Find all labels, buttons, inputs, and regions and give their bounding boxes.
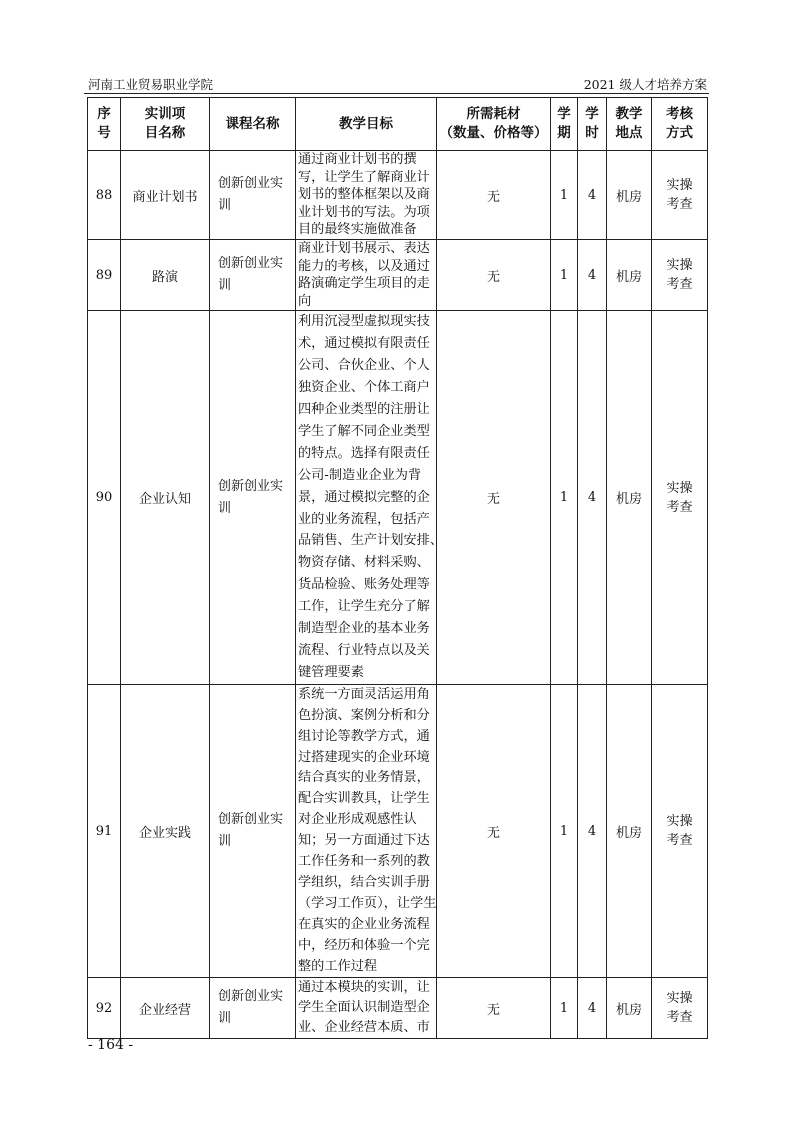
cell-objective-line: 学生全面认识制造型企 (298, 1000, 430, 1016)
cell-objective-line: 通过商业计划书的撰 (298, 152, 417, 167)
cell-location: 机房 (607, 311, 652, 684)
header-objective (296, 98, 437, 151)
cell-hours: 4 (578, 240, 607, 311)
cell-project: 企业认知 (121, 311, 210, 684)
cell-objective (296, 240, 437, 311)
cell-objective-line: 的特点。选择有限责任 (298, 445, 430, 461)
cell-location: 机房 (607, 240, 652, 311)
header-line: 课程名称 (225, 115, 280, 132)
cell-course-line: 训 (218, 500, 232, 516)
header-line: 号 (97, 125, 111, 141)
cell-materials: 无 (437, 311, 551, 684)
cell-objective-line: 写，让学生了解商业计 (298, 169, 430, 185)
cell-objective-line: 公司、合伙企业、个人 (298, 358, 430, 374)
cell-course (210, 311, 296, 684)
cell-course-line: 训 (218, 278, 232, 294)
cell-objective-line: 整的工作过程 (298, 958, 378, 974)
cell-objective-line: 业、企业经营本质、市 (298, 1020, 430, 1036)
cell-exam-line: 考查 (666, 277, 693, 293)
cell-hours: 4 (578, 978, 607, 1039)
header-location (607, 98, 652, 151)
cell-objective-line: 物资存储、材料采购、 (298, 555, 430, 571)
cell-objective-line: 业的业务流程，包括产 (298, 511, 430, 527)
cell-exam (652, 311, 708, 684)
header-line: 序 (97, 106, 111, 122)
cell-objective-line: 四种企业类型的注册让 (298, 402, 430, 417)
cell-location: 机房 (607, 684, 652, 978)
table-row (88, 151, 708, 240)
header-line: （数量、价格等） (439, 125, 548, 141)
header-line: 实训项 (144, 106, 186, 122)
page-number: - 164 - (88, 1037, 134, 1053)
header-line: 期 (557, 125, 571, 141)
cell-hours: 4 (578, 311, 607, 684)
cell-objective-line: 工作，让学生充分了解 (298, 599, 430, 615)
cell-objective-line: 组讨论等教学方式，通 (298, 728, 430, 744)
cell-project: 路演 (121, 240, 210, 311)
header-line: 方式 (666, 125, 693, 141)
cell-course (210, 978, 296, 1039)
cell-objective (296, 151, 437, 240)
cell-objective-line: 目的最终实施做准备 (298, 222, 417, 238)
cell-exam (652, 240, 708, 311)
header-exam (652, 98, 708, 151)
cell-course-line: 训 (218, 198, 232, 213)
cell-objective-line: 业计划书的写法。为项 (298, 204, 430, 220)
header-line: 所需耗材 (466, 106, 521, 122)
cell-course-line: 创新创业实 (218, 176, 284, 191)
cell-exam-line: 实操 (666, 258, 693, 274)
table-row (88, 311, 708, 684)
cell-project: 企业经营 (121, 978, 210, 1039)
cell-objective-line: 结合真实的业务情景， (298, 770, 430, 786)
header-project (121, 98, 210, 151)
header-line: 学 (585, 106, 599, 122)
cell-exam-line: 实操 (666, 178, 693, 193)
cell-exam-line: 考查 (666, 833, 693, 849)
cell-objective-line: 品销售、生产计划安排、 (298, 533, 444, 549)
cell-hours: 4 (578, 151, 607, 240)
cell-exam-line: 考查 (666, 197, 693, 212)
cell-objective-line: 能力的考核，以及通过 (298, 258, 430, 274)
cell-course-line: 创新创业实 (218, 812, 284, 828)
table-row (88, 240, 708, 311)
cell-project: 商业计划书 (121, 151, 210, 240)
cell-course-line: 训 (218, 1011, 232, 1027)
header-line: 学 (557, 106, 571, 122)
cell-objective-line: 流程、行业特点以及关 (298, 642, 430, 658)
cell-exam-line: 实操 (666, 814, 693, 830)
cell-materials: 无 (437, 684, 551, 978)
cell-no: 91 (88, 684, 121, 978)
header-hours (578, 98, 607, 151)
cell-materials: 无 (437, 151, 551, 240)
cell-course-line: 创新创业实 (218, 256, 284, 272)
cell-objective-line: 学生了解不同企业类型 (298, 423, 430, 439)
cell-term: 1 (551, 684, 578, 978)
header-document-title: 2021 级人才培养方案 (583, 77, 707, 92)
header-line: 地点 (615, 125, 643, 141)
cell-objective-line: 知；另一方面通过下达 (298, 833, 430, 849)
cell-objective-line: 独资企业、个体工商户 (298, 380, 430, 396)
header-line: 教学目标 (339, 115, 393, 132)
table-row (88, 978, 708, 1039)
cell-exam (652, 978, 708, 1039)
cell-hours: 4 (578, 684, 607, 978)
cell-objective-line: 在真实的企业业务流程 (298, 916, 430, 932)
cell-exam-line: 实操 (666, 480, 693, 496)
cell-term: 1 (551, 978, 578, 1039)
table-row (88, 684, 708, 978)
cell-exam-line: 考查 (666, 499, 693, 515)
cell-term: 1 (551, 311, 578, 684)
cell-objective-line: 键管理要素 (298, 664, 364, 680)
header-rule (84, 93, 709, 94)
cell-objective-line: 工作任务和一系列的教 (298, 854, 430, 870)
cell-objective-line: 制造型企业的基本业务 (298, 621, 430, 637)
cell-objective (296, 684, 437, 978)
cell-course-line: 训 (218, 834, 232, 850)
cell-objective-line: 划书的整体框架以及商 (298, 187, 430, 203)
cell-exam (652, 151, 708, 240)
cell-exam (652, 684, 708, 978)
header-line: 目名称 (144, 125, 186, 141)
cell-no: 88 (88, 151, 121, 240)
training-projects-table (87, 97, 708, 1039)
cell-no: 89 (88, 240, 121, 311)
cell-objective-line: （学习工作页），让学生 (298, 895, 437, 911)
cell-objective-line: 色扮演、案例分析和分 (298, 707, 430, 723)
cell-materials: 无 (437, 240, 551, 311)
header-institution: 河南工业贸易职业学院 (88, 77, 214, 92)
cell-term: 1 (551, 240, 578, 311)
cell-objective (296, 311, 444, 684)
cell-objective-line: 利用沉浸型虚拟现实技 (298, 314, 430, 330)
table-header-row (88, 98, 708, 151)
cell-objective-line: 商业计划书展示、表达 (298, 241, 430, 256)
cell-exam-line: 考查 (666, 1010, 693, 1026)
cell-course-line: 创新创业实 (218, 478, 284, 494)
cell-objective-line: 过搭建现实的企业环境 (298, 749, 430, 765)
cell-no: 92 (88, 978, 121, 1039)
cell-course (210, 151, 296, 240)
cell-materials: 无 (437, 978, 551, 1039)
cell-course (210, 240, 296, 311)
cell-objective-line: 路演确定学生项目的走 (298, 276, 430, 292)
header-term (551, 98, 578, 151)
cell-objective-line: 向 (298, 293, 312, 309)
cell-objective-line: 货品检验、账务处理等 (298, 577, 430, 593)
cell-course-line: 创新创业实 (218, 989, 284, 1005)
header-materials (437, 98, 551, 151)
cell-objective-line: 术，通过模拟有限责任 (298, 336, 430, 352)
cell-course (210, 684, 296, 978)
cell-objective-line: 系统一方面灵活运用角 (298, 686, 430, 702)
cell-objective-line: 通过本模块的实训，让 (298, 980, 430, 996)
header-line: 考核 (666, 106, 693, 122)
cell-term: 1 (551, 151, 578, 240)
cell-project: 企业实践 (121, 684, 210, 978)
cell-no: 90 (88, 311, 121, 684)
cell-objective-line: 公司-制造业企业为背 (298, 467, 422, 483)
cell-exam-line: 实操 (666, 991, 693, 1007)
cell-objective-line: 对企业形成观感性认 (298, 812, 417, 828)
cell-objective-line: 景，通过模拟完整的企 (298, 489, 430, 505)
cell-objective (296, 978, 437, 1039)
header-course (210, 98, 296, 151)
cell-objective-line: 中，经历和体验一个完 (298, 937, 430, 953)
header-line: 教学 (615, 106, 643, 122)
header-line: 时 (585, 125, 599, 141)
cell-location: 机房 (607, 151, 652, 240)
cell-location: 机房 (607, 978, 652, 1039)
cell-objective-line: 配合实训教具，让学生 (298, 791, 430, 807)
header-no (88, 98, 121, 151)
cell-objective-line: 学组织，结合实训手册 (298, 874, 430, 890)
